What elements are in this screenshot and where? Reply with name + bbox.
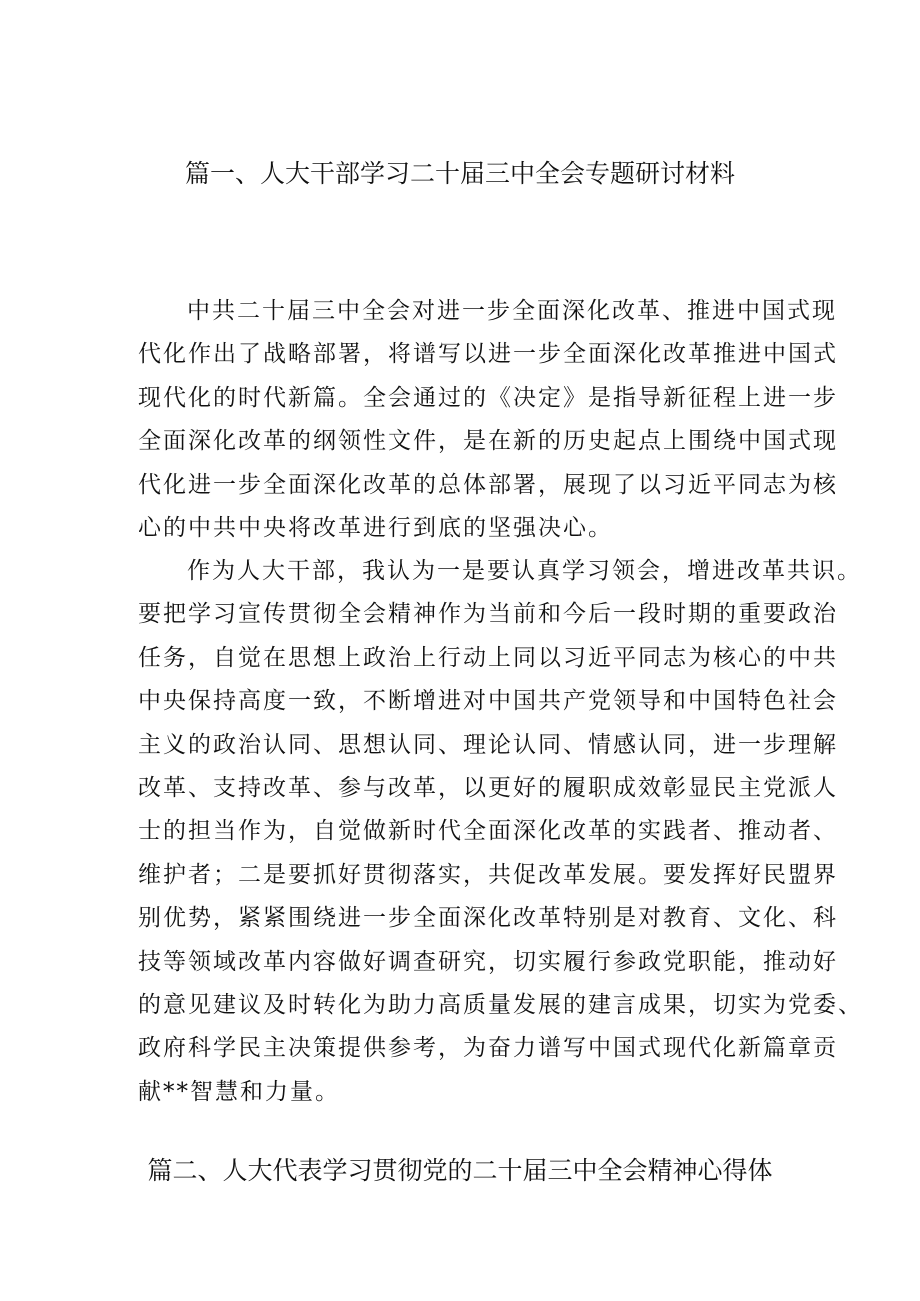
paragraph-line: 士的担当作为，自觉做新时代全面深化改革的实践者、推动者、: [138, 818, 838, 845]
paragraph-line: 维护者；二是要抓好贯彻落实，共促改革发展。要发挥好民盟界: [138, 861, 838, 888]
paragraph-line: 献**智慧和力量。: [138, 1078, 340, 1105]
paragraph-line: 作为人大干部，我认为一是要认真学习领会，增进改革共识。: [187, 558, 862, 584]
paragraph-line: 要把学习宣传贯彻全会精神作为当前和今后一段时期的重要政治: [138, 601, 838, 628]
paragraph-line: 的意见建议及时转化为助力高质量发展的建言成果，切实为党委、: [138, 991, 863, 1018]
section-1-title: 篇一、人大干部学习二十届三中全会专题研讨材料: [184, 159, 735, 188]
paragraph-line: 主义的政治认同、思想认同、理论认同、情感认同，进一步理解: [138, 731, 838, 758]
section-1-paragraph-1: [138, 290, 838, 550]
paragraph-line: 政府科学民主决策提供参考，为奋力谱写中国式现代化新篇章贡: [138, 1035, 838, 1062]
paragraph-line: 代化作出了战略部署，将谱写以进一步全面深化改革推进中国式: [138, 341, 838, 368]
paragraph-line: 全面深化改革的纲领性文件，是在新的历史起点上围绕中国式现: [138, 428, 838, 455]
paragraph-line: 任务，自觉在思想上政治上行动上同以习近平同志为核心的中共: [138, 644, 838, 671]
section-2-title: 篇二、人大代表学习贯彻党的二十届三中全会精神心得体: [147, 1156, 773, 1185]
paragraph-line: 心的中共中央将改革进行到底的坚强决心。: [138, 514, 613, 541]
paragraph-line: 技等领域改革内容做好调查研究，切实履行参政党职能，推动好: [138, 948, 838, 975]
paragraph-line: 代化进一步全面深化改革的总体部署，展现了以习近平同志为核: [138, 471, 838, 498]
paragraph-line: 中央保持高度一致，不断增进对中国共产党领导和中国特色社会: [138, 688, 838, 715]
paragraph-line: 中共二十届三中全会对进一步全面深化改革、推进中国式现: [187, 298, 837, 324]
section-1-paragraph-2: [138, 550, 863, 1114]
paragraph-line: 现代化的时代新篇。全会通过的《决定》是指导新征程上进一步: [138, 384, 838, 411]
paragraph-line: 改革、支持改革、参与改革，以更好的履职成效彰显民主党派人: [138, 774, 838, 801]
paragraph-line: 别优势，紧紧围绕进一步全面深化改革特别是对教育、文化、科: [138, 905, 838, 932]
